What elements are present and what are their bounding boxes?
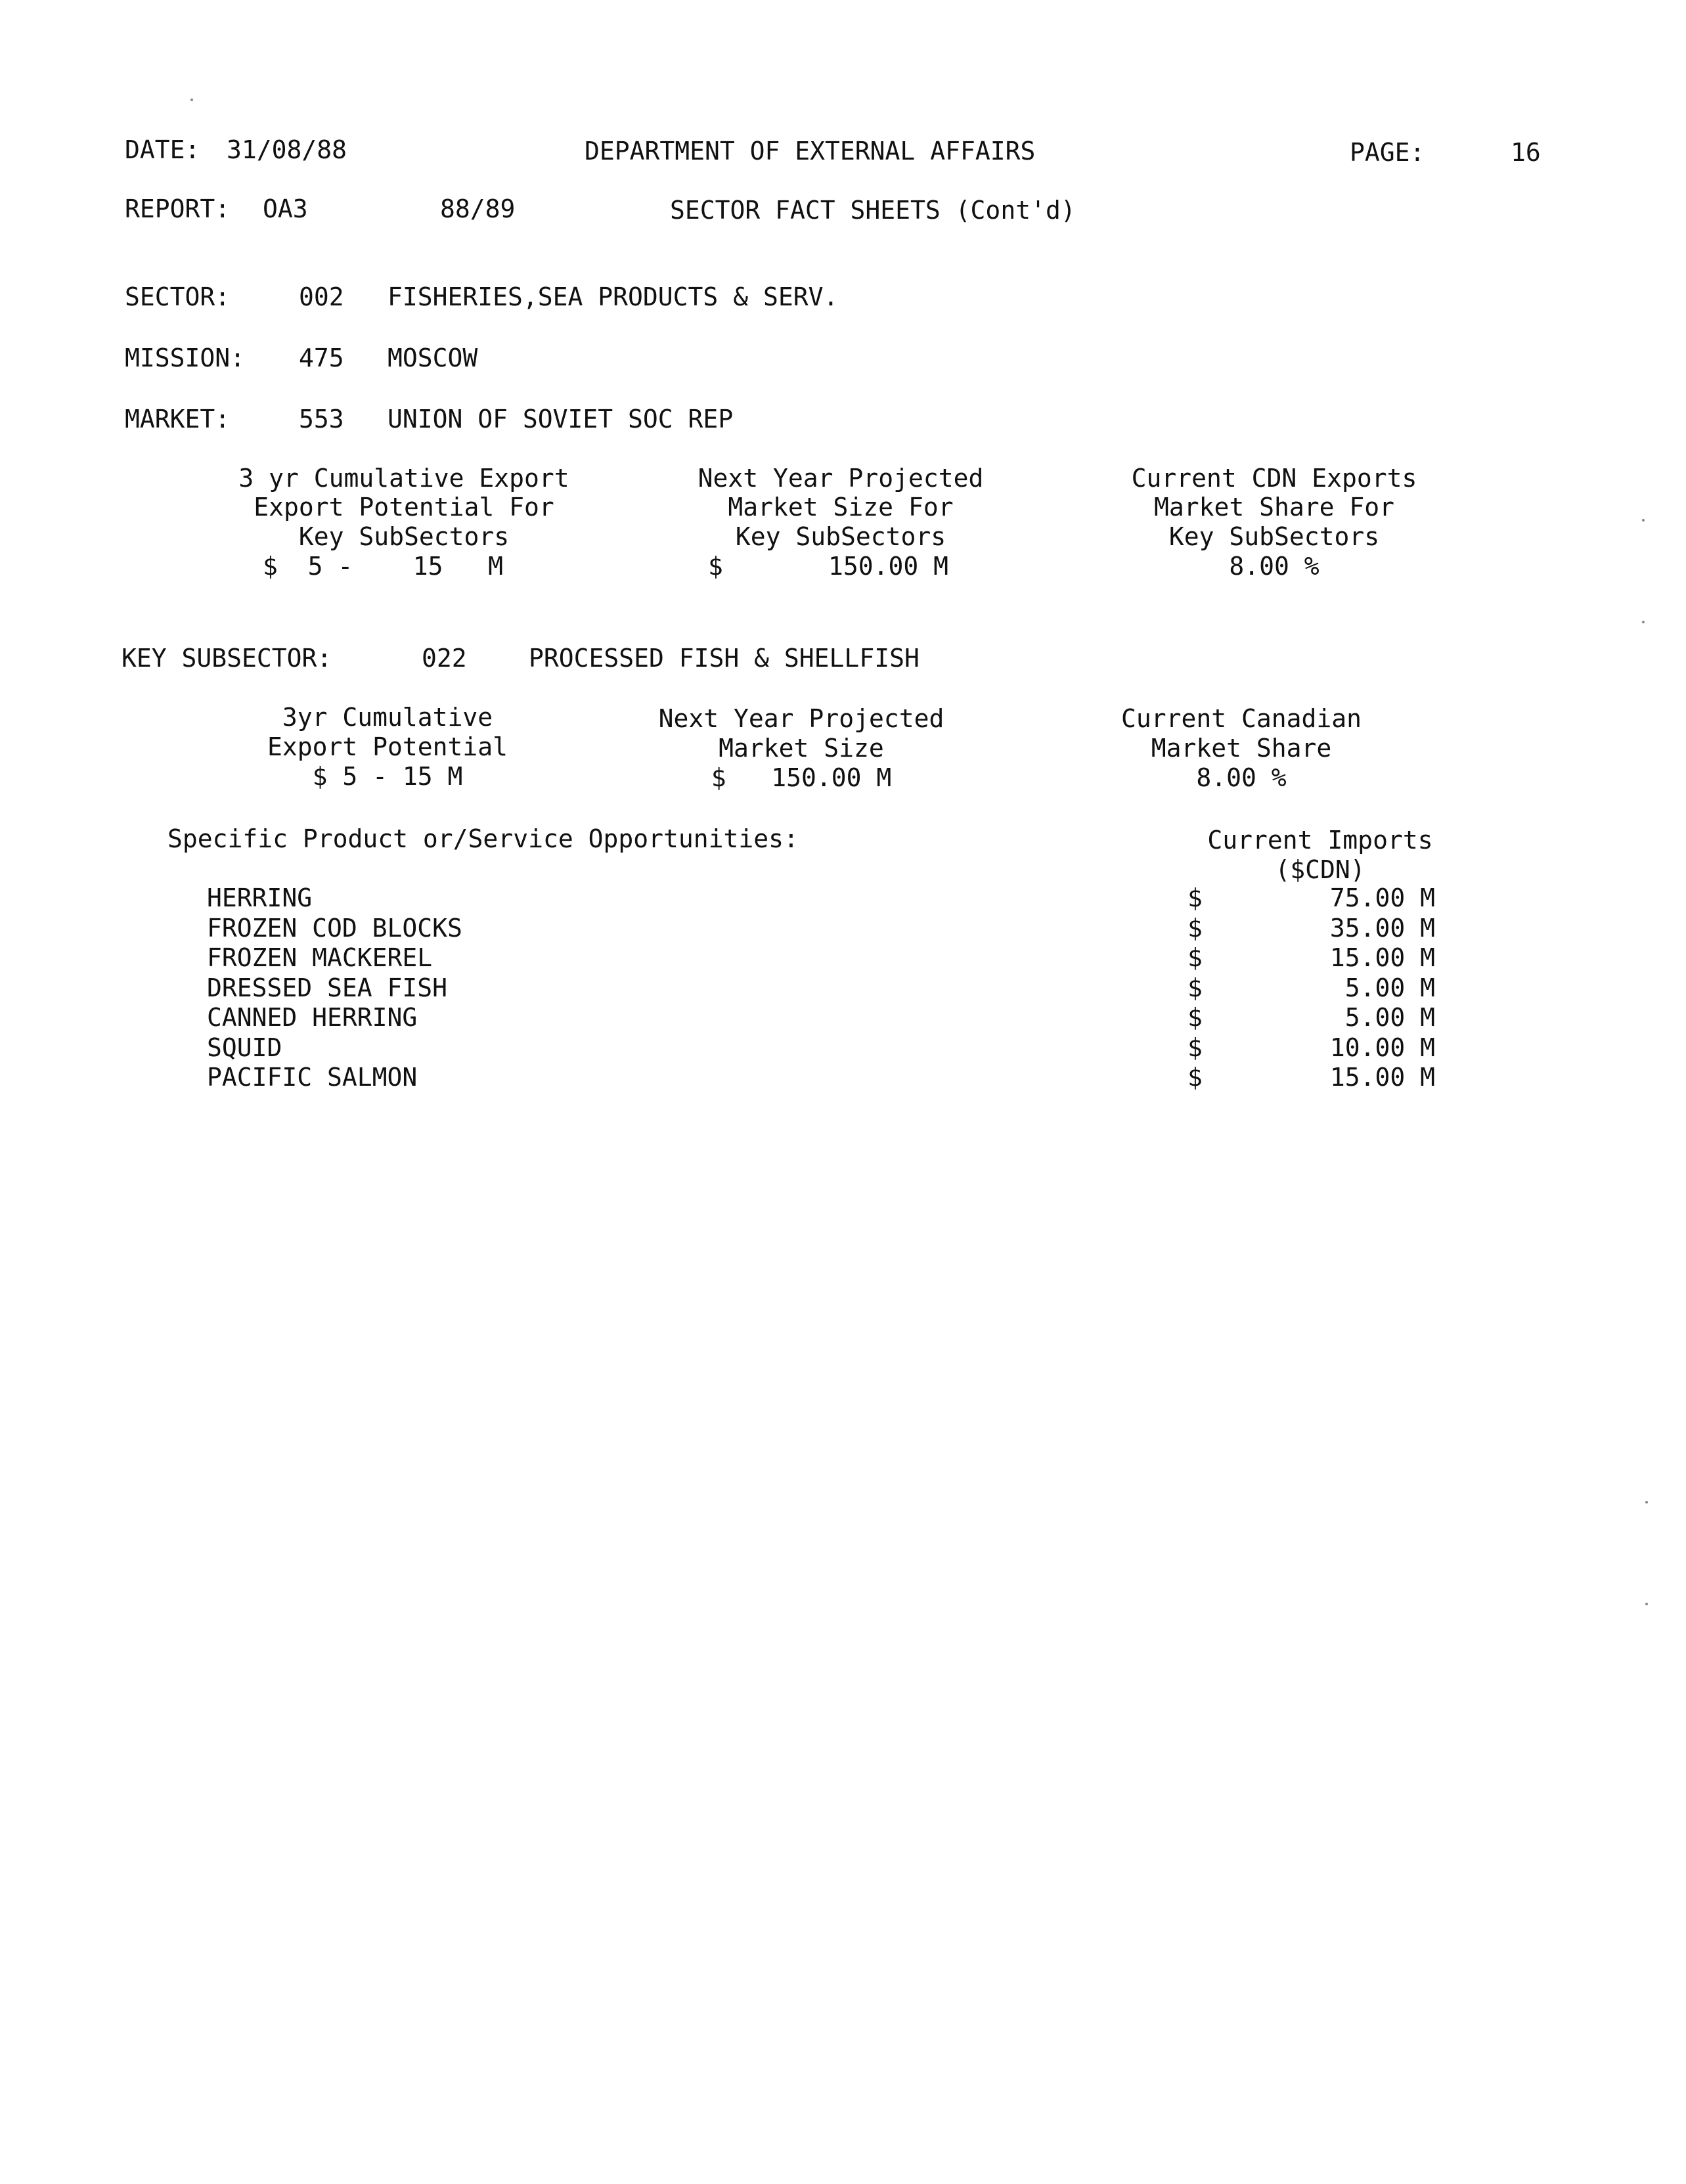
import-currency: $ <box>1187 973 1203 1002</box>
market-code: 553 <box>299 405 344 434</box>
summary-heading: Key SubSectors <box>298 522 510 551</box>
import-currency: $ <box>1187 883 1203 912</box>
product-name: CANNED HERRING <box>207 1003 418 1032</box>
list-item <box>207 1033 1435 1063</box>
import-currency: $ <box>1187 943 1203 972</box>
import-currency: $ <box>1187 1063 1203 1092</box>
market-name: UNION OF SOVIET SOC REP <box>388 405 734 434</box>
summary-value: 8.00 % <box>1229 552 1320 581</box>
sector-label: SECTOR: <box>125 282 231 311</box>
market-label: MARKET: <box>125 405 231 434</box>
list-item <box>207 883 1435 914</box>
product-name: FROZEN COD BLOCKS <box>207 913 462 943</box>
date-value: 31/08/88 <box>227 135 347 164</box>
subsector-value: $ 150.00 M <box>711 763 892 792</box>
scan-speck <box>1645 1501 1648 1504</box>
sector-code: 002 <box>299 282 344 311</box>
import-value: 5.00 M <box>1344 1003 1435 1032</box>
product-name: FROZEN MACKEREL <box>207 943 433 972</box>
report-year: 88/89 <box>440 194 516 223</box>
key-subsector-name: PROCESSED FISH & SHELLFISH <box>529 644 920 673</box>
summary-heading: 3 yr Cumulative Export <box>238 464 569 493</box>
date-label: DATE: <box>125 135 200 164</box>
product-name: HERRING <box>207 883 313 912</box>
summary-heading: Market Share For <box>1153 493 1395 522</box>
list-item <box>207 914 1435 944</box>
import-value: 5.00 M <box>1344 973 1435 1002</box>
product-name: SQUID <box>207 1033 282 1062</box>
imports-heading: Current Imports <box>1207 826 1433 855</box>
subsector-heading: Market Size <box>719 734 884 763</box>
summary-heading: Next Year Projected <box>698 464 984 493</box>
product-name: DRESSED SEA FISH <box>207 973 448 1002</box>
summary-heading: Key SubSectors <box>735 522 946 551</box>
mission-code: 475 <box>299 344 344 372</box>
opportunities-list <box>207 883 1435 1093</box>
page-label: PAGE: <box>1350 138 1425 167</box>
summary-heading: Export Potential For <box>254 493 554 522</box>
summary-heading: Market Size For <box>728 493 954 522</box>
import-currency: $ <box>1187 1003 1203 1032</box>
key-subsector-label: KEY SUBSECTOR: <box>122 644 332 673</box>
mission-name: MOSCOW <box>388 344 478 372</box>
summary-value: $ 5 - 15 M <box>263 552 504 581</box>
subsector-heading: Market Share <box>1151 734 1332 763</box>
report-title: SECTOR FACT SHEETS (Cont'd) <box>670 196 1076 225</box>
list-item <box>207 943 1435 973</box>
report-code: OA3 <box>263 194 308 223</box>
mission-label: MISSION: <box>125 344 246 372</box>
list-item <box>207 1063 1435 1093</box>
import-value: 75.00 M <box>1329 883 1435 912</box>
list-item <box>207 973 1435 1004</box>
key-subsector-code: 022 <box>422 644 467 673</box>
opportunities-heading: Specific Product or/Service Opportunities: <box>167 824 799 853</box>
imports-unit: ($CDN) <box>1275 855 1365 884</box>
subsector-heading: Export Potential <box>267 732 508 761</box>
department-title: DEPARTMENT OF EXTERNAL AFFAIRS <box>585 137 1036 166</box>
import-value: 35.00 M <box>1329 913 1435 943</box>
import-value: 15.00 M <box>1329 943 1435 972</box>
list-item <box>207 1003 1435 1033</box>
scan-speck <box>1645 1603 1648 1605</box>
summary-heading: Key SubSectors <box>1168 522 1380 551</box>
page-number: 16 <box>1511 138 1541 167</box>
subsector-heading: 3yr Cumulative <box>282 703 493 732</box>
subsector-heading: Next Year Projected <box>658 704 944 733</box>
import-value: 10.00 M <box>1329 1033 1435 1062</box>
scan-speck <box>1642 621 1645 623</box>
sector-name: FISHERIES,SEA PRODUCTS & SERV. <box>388 282 839 311</box>
import-currency: $ <box>1187 1033 1203 1062</box>
import-value: 15.00 M <box>1329 1063 1435 1092</box>
summary-value: $ 150.00 M <box>708 552 949 581</box>
report-label: REPORT: <box>125 194 231 223</box>
subsector-value: $ 5 - 15 M <box>312 762 463 791</box>
import-currency: $ <box>1187 913 1203 943</box>
subsector-heading: Current Canadian <box>1120 704 1362 733</box>
product-name: PACIFIC SALMON <box>207 1063 418 1092</box>
scan-speck <box>1642 519 1645 522</box>
summary-heading: Current CDN Exports <box>1131 464 1417 493</box>
subsector-value: 8.00 % <box>1196 763 1287 792</box>
scan-speck <box>190 99 193 101</box>
